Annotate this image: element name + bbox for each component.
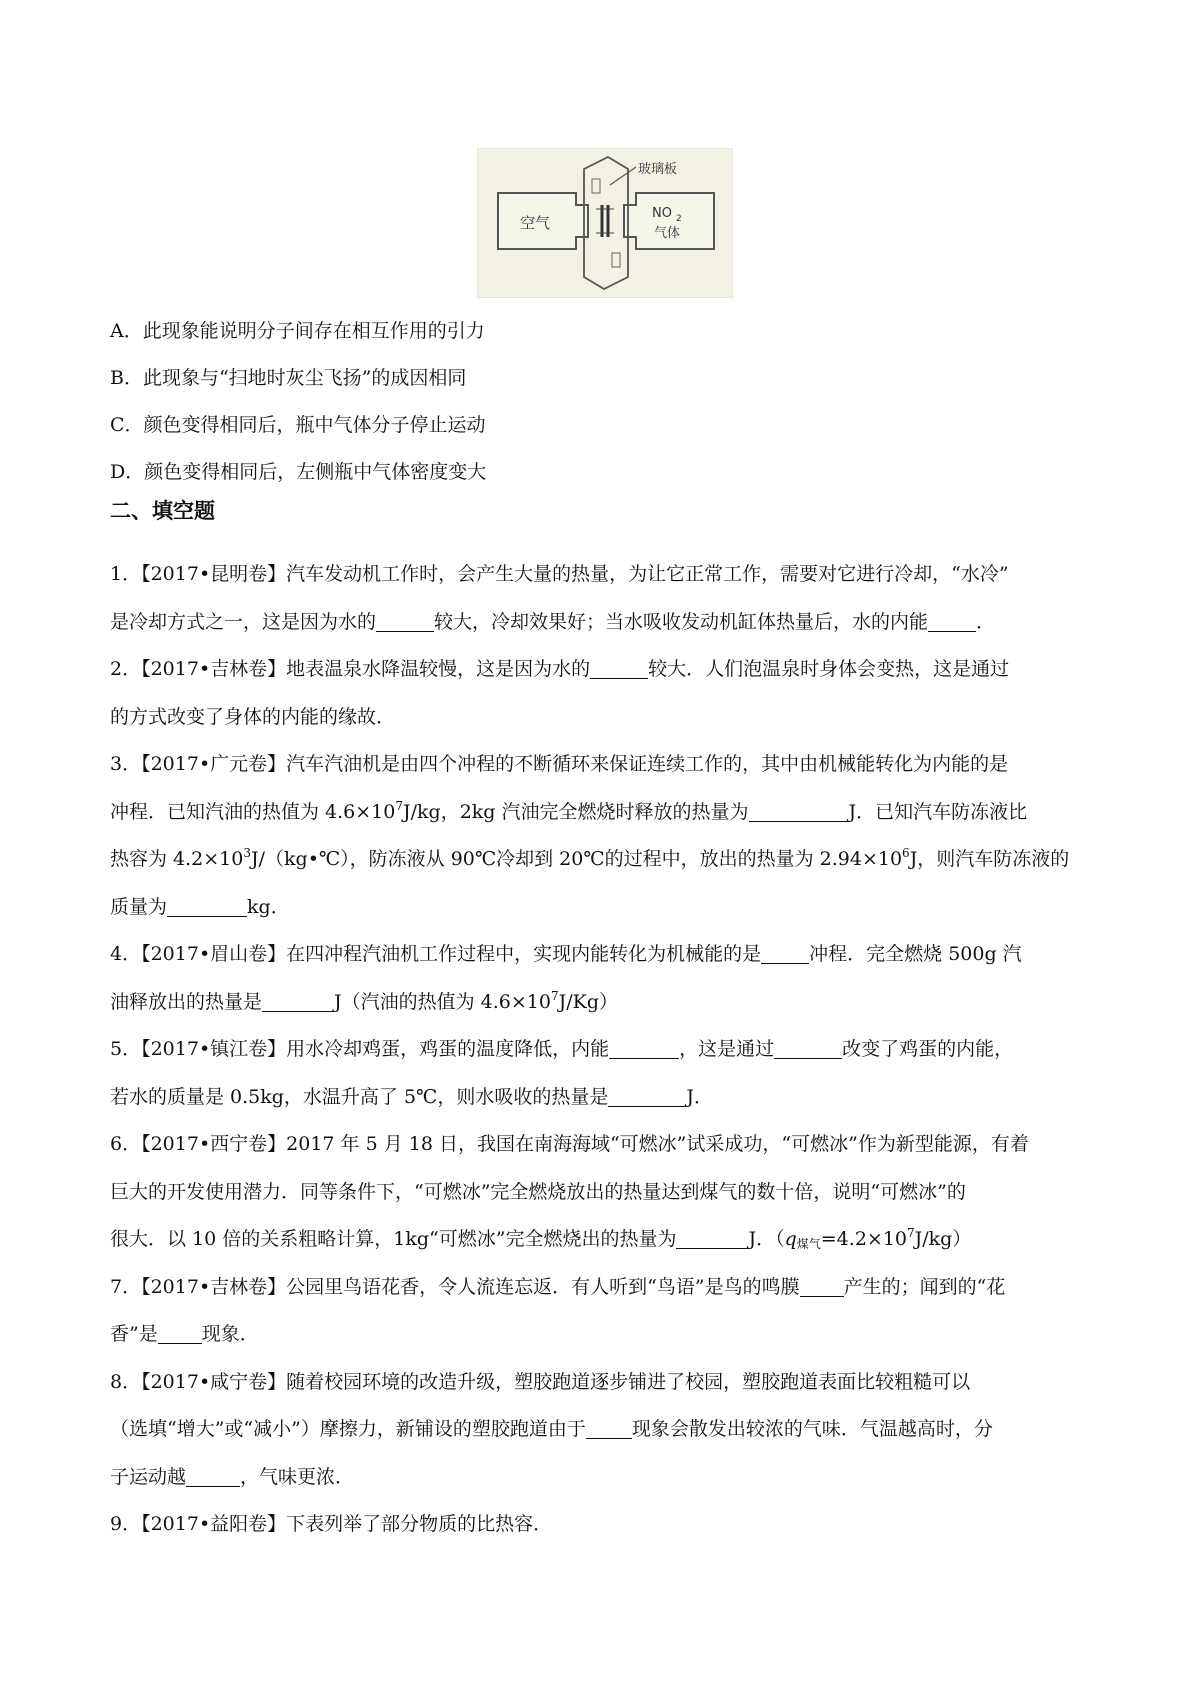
question-1: 1．【2017•昆明卷】汽车发动机工作时，会产生大量的热量，为让它正常工作，需要对它进行冷却，“水冷” 是冷却方式之一，这是因为水的 较大，冷却效果好；当水吸收发动机缸体热量后，水的内能 ．	[110, 563, 1009, 633]
answer-blank[interactable]	[586, 1418, 632, 1439]
question-3: 3．【2017•广元卷】汽车汽油机是由四个冲程的不断循环来保证连续工作的，其中由机械能转化为内能的是 冲程．已知汽油的热值为 $4.6\times 10^7J/kg$，2kg 汽油完全燃烧时释放的热量为 J．已知汽车防冻液比 热容为 $4.2\times 10^3J/(kg•℃)$，防冻液从 90℃冷却到 20℃的过程中，放出的热量为 $2.94\times 10^6J$，则汽车防冻液的 质量为 kg．	[110, 753, 1070, 918]
answer-blank[interactable]	[376, 611, 434, 632]
answer-blank[interactable]	[590, 658, 648, 679]
question-6: 6．【2017•西宁卷】2017 年 5 月 18 日，我国在南海海域“可燃冰”试采成功，“可燃冰”作为新型能源，有着 巨大的开发使用潜力．同等条件下，“可燃冰”完全燃烧放出的热量达到煤气的数十倍，说明“可燃冰”的 很大．以 10 倍的关系粗略计算，1kg“可燃冰”完全燃烧出的热量为 J．（q煤气$=4.2\times 10^7J/kg$）	[110, 1133, 1029, 1251]
answer-blank[interactable]	[676, 1228, 748, 1249]
question-5: 5．【2017•镇江卷】用水冷却鸡蛋，鸡蛋的温度降低，内能 ，这是通过 改变了鸡蛋的内能， 若水的质量是 0.5kg，水温升高了 5℃，则水吸收的热量是 J．	[110, 1038, 1014, 1108]
answer-blank[interactable]	[186, 1466, 240, 1487]
answer-blank[interactable]	[928, 611, 976, 632]
answer-blank[interactable]	[761, 943, 809, 964]
answer-options	[110, 308, 1100, 496]
answer-blank[interactable]	[167, 896, 247, 917]
question-8: 8．【2017•咸宁卷】随着校园环境的改造升级，塑胶跑道逐步铺进了校园，塑胶跑道表面比较粗糙可以 （选填“增大”或“减小”）摩擦力，新铺设的塑胶跑道由于 现象会散发出较浓的气味．气温越高时，分 子运动越 ，气味更浓．	[110, 1370, 993, 1488]
question-list	[110, 551, 1100, 1549]
answer-blank[interactable]	[608, 1086, 686, 1107]
question-4: 4．【2017•眉山卷】在四冲程汽油机工作过程中，实现内能转化为机械能的是 冲程．完全燃烧 500g 汽 油释放出的热量是 J（汽油的热值为 $4.6\times 10^7J/Kg$）	[110, 943, 1022, 1013]
option-c: C．颜色变得相同后，瓶中气体分子停止运动	[110, 414, 486, 436]
answer-blank[interactable]	[749, 801, 849, 822]
answer-blank[interactable]	[609, 1038, 679, 1059]
air-label: 空气	[520, 214, 551, 232]
section-title: 二、填空题	[110, 499, 215, 523]
question-2: 2．【2017•吉林卷】地表温泉水降温较慢，这是因为水的 较大．人们泡温泉时身体会变热，这是通过 的方式改变了身体的内能的缘故．	[110, 658, 1010, 728]
answer-blank[interactable]	[262, 991, 334, 1012]
answer-blank[interactable]	[158, 1323, 202, 1344]
option-a: A．此现象能说明分子间存在相互作用的引力	[110, 320, 485, 342]
gas-diffusion-figure	[477, 148, 733, 298]
question-9: 9．【2017•益阳卷】下表列举了部分物质的比热容．	[110, 1513, 553, 1535]
diffusion-diagram	[478, 149, 732, 297]
no2-subscript: 2	[676, 214, 682, 224]
answer-blank[interactable]	[774, 1038, 842, 1059]
question-7: 7．【2017•吉林卷】公园里鸟语花香，令人流连忘返．有人听到“鸟语”是鸟的鸣膜 产生的；闻到的“花 香”是 现象．	[110, 1275, 1006, 1345]
option-d: D．颜色变得相同后，左侧瓶中气体密度变大	[110, 461, 487, 483]
gas-label: 气体	[654, 226, 681, 241]
option-b: B．此现象与“扫地时灰尘飞扬”的成因相同	[110, 367, 467, 389]
answer-blank[interactable]	[800, 1276, 844, 1297]
glass-plate-label: 玻璃板	[638, 162, 678, 177]
no2-label: NO	[652, 206, 672, 221]
